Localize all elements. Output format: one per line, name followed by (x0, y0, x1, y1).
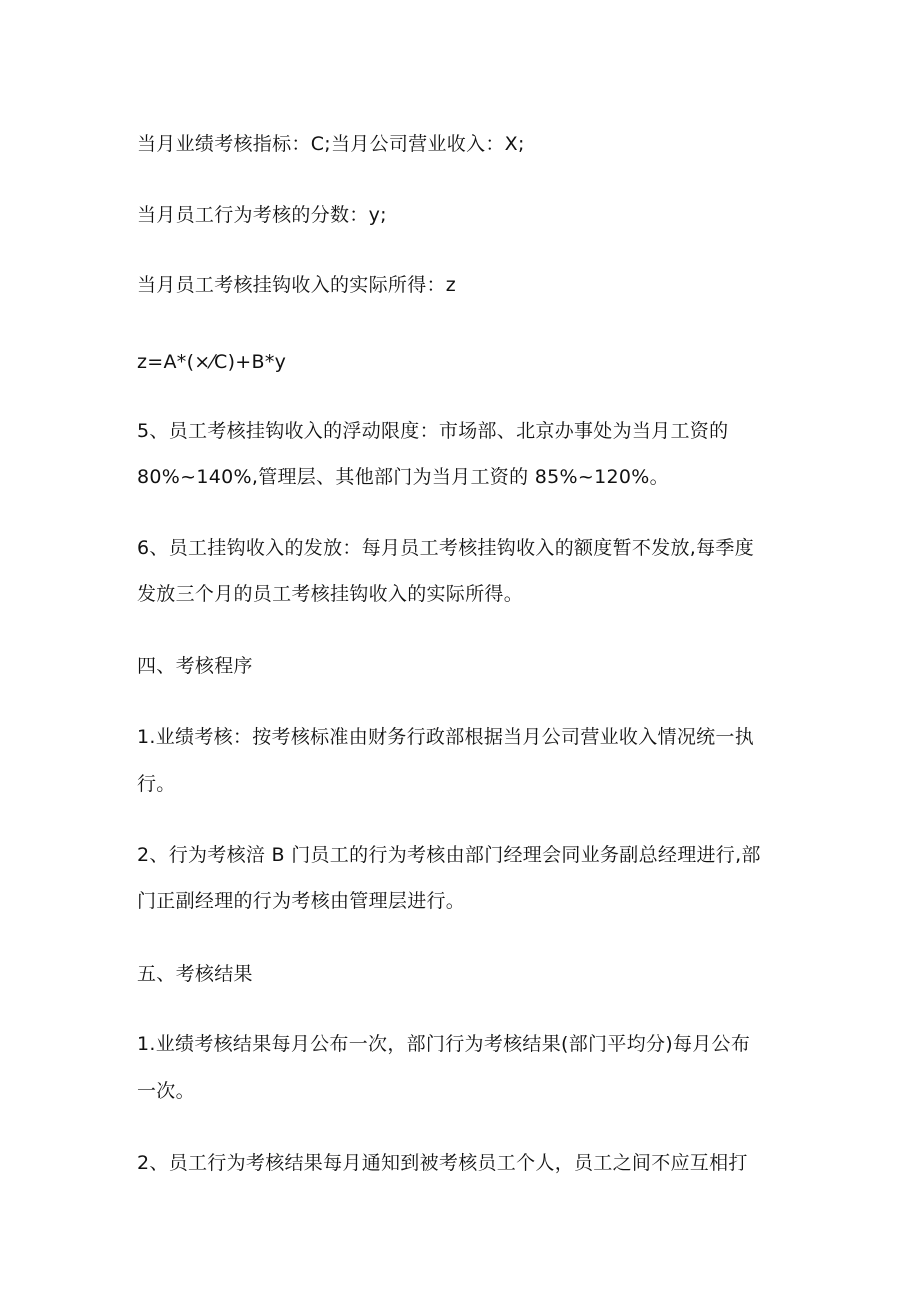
procedure-item-1-line-1: 1.业绩考核：按考核标准由财务行政部根据当月公司营业收入情况统一执 (137, 726, 755, 748)
results-item-1-line-1: 1.业绩考核结果每月公布一次，部门行为考核结果(部门平均分)每月公布 (137, 1033, 751, 1055)
formula-variable-c-x: 当月业绩考核指标：C;当月公司营业收入：X; (137, 133, 525, 155)
section-heading-results: 五、考核结果 (137, 963, 253, 985)
formula-variable-z: 当月员工考核挂钩收入的实际所得：z (137, 274, 457, 296)
formula: z=A*(×⁄C)+B*y (137, 351, 287, 373)
results-item-2-line-1: 2、员工行为考核结果每月通知到被考核员工个人，员工之间不应互相打 (137, 1152, 748, 1174)
results-item-1-line-2: 一次。 (137, 1080, 195, 1102)
paragraph-5-line-2: 80%~140%,管理层、其他部门为当月工资的 85%~120%。 (137, 466, 669, 488)
procedure-item-2-line-2: 门正副经理的行为考核由管理层进行。 (137, 890, 466, 912)
formula-variable-y: 当月员工行为考核的分数：y; (137, 204, 387, 226)
paragraph-5-line-1: 5、员工考核挂钩收入的浮动限度：市场部、北京办事处为当月工资的 (137, 420, 729, 442)
procedure-item-1-line-2: 行。 (137, 773, 176, 795)
paragraph-6-line-1: 6、员工挂钩收入的发放：每月员工考核挂钩收入的额度暂不发放,每季度 (137, 537, 755, 559)
procedure-item-2-line-1: 2、行为考核涪 B 门员工的行为考核由部门经理会同业务副总经理进行,部 (137, 844, 761, 866)
paragraph-6-line-2: 发放三个月的员工考核挂钩收入的实际所得。 (137, 583, 524, 605)
section-heading-procedure: 四、考核程序 (137, 655, 253, 677)
